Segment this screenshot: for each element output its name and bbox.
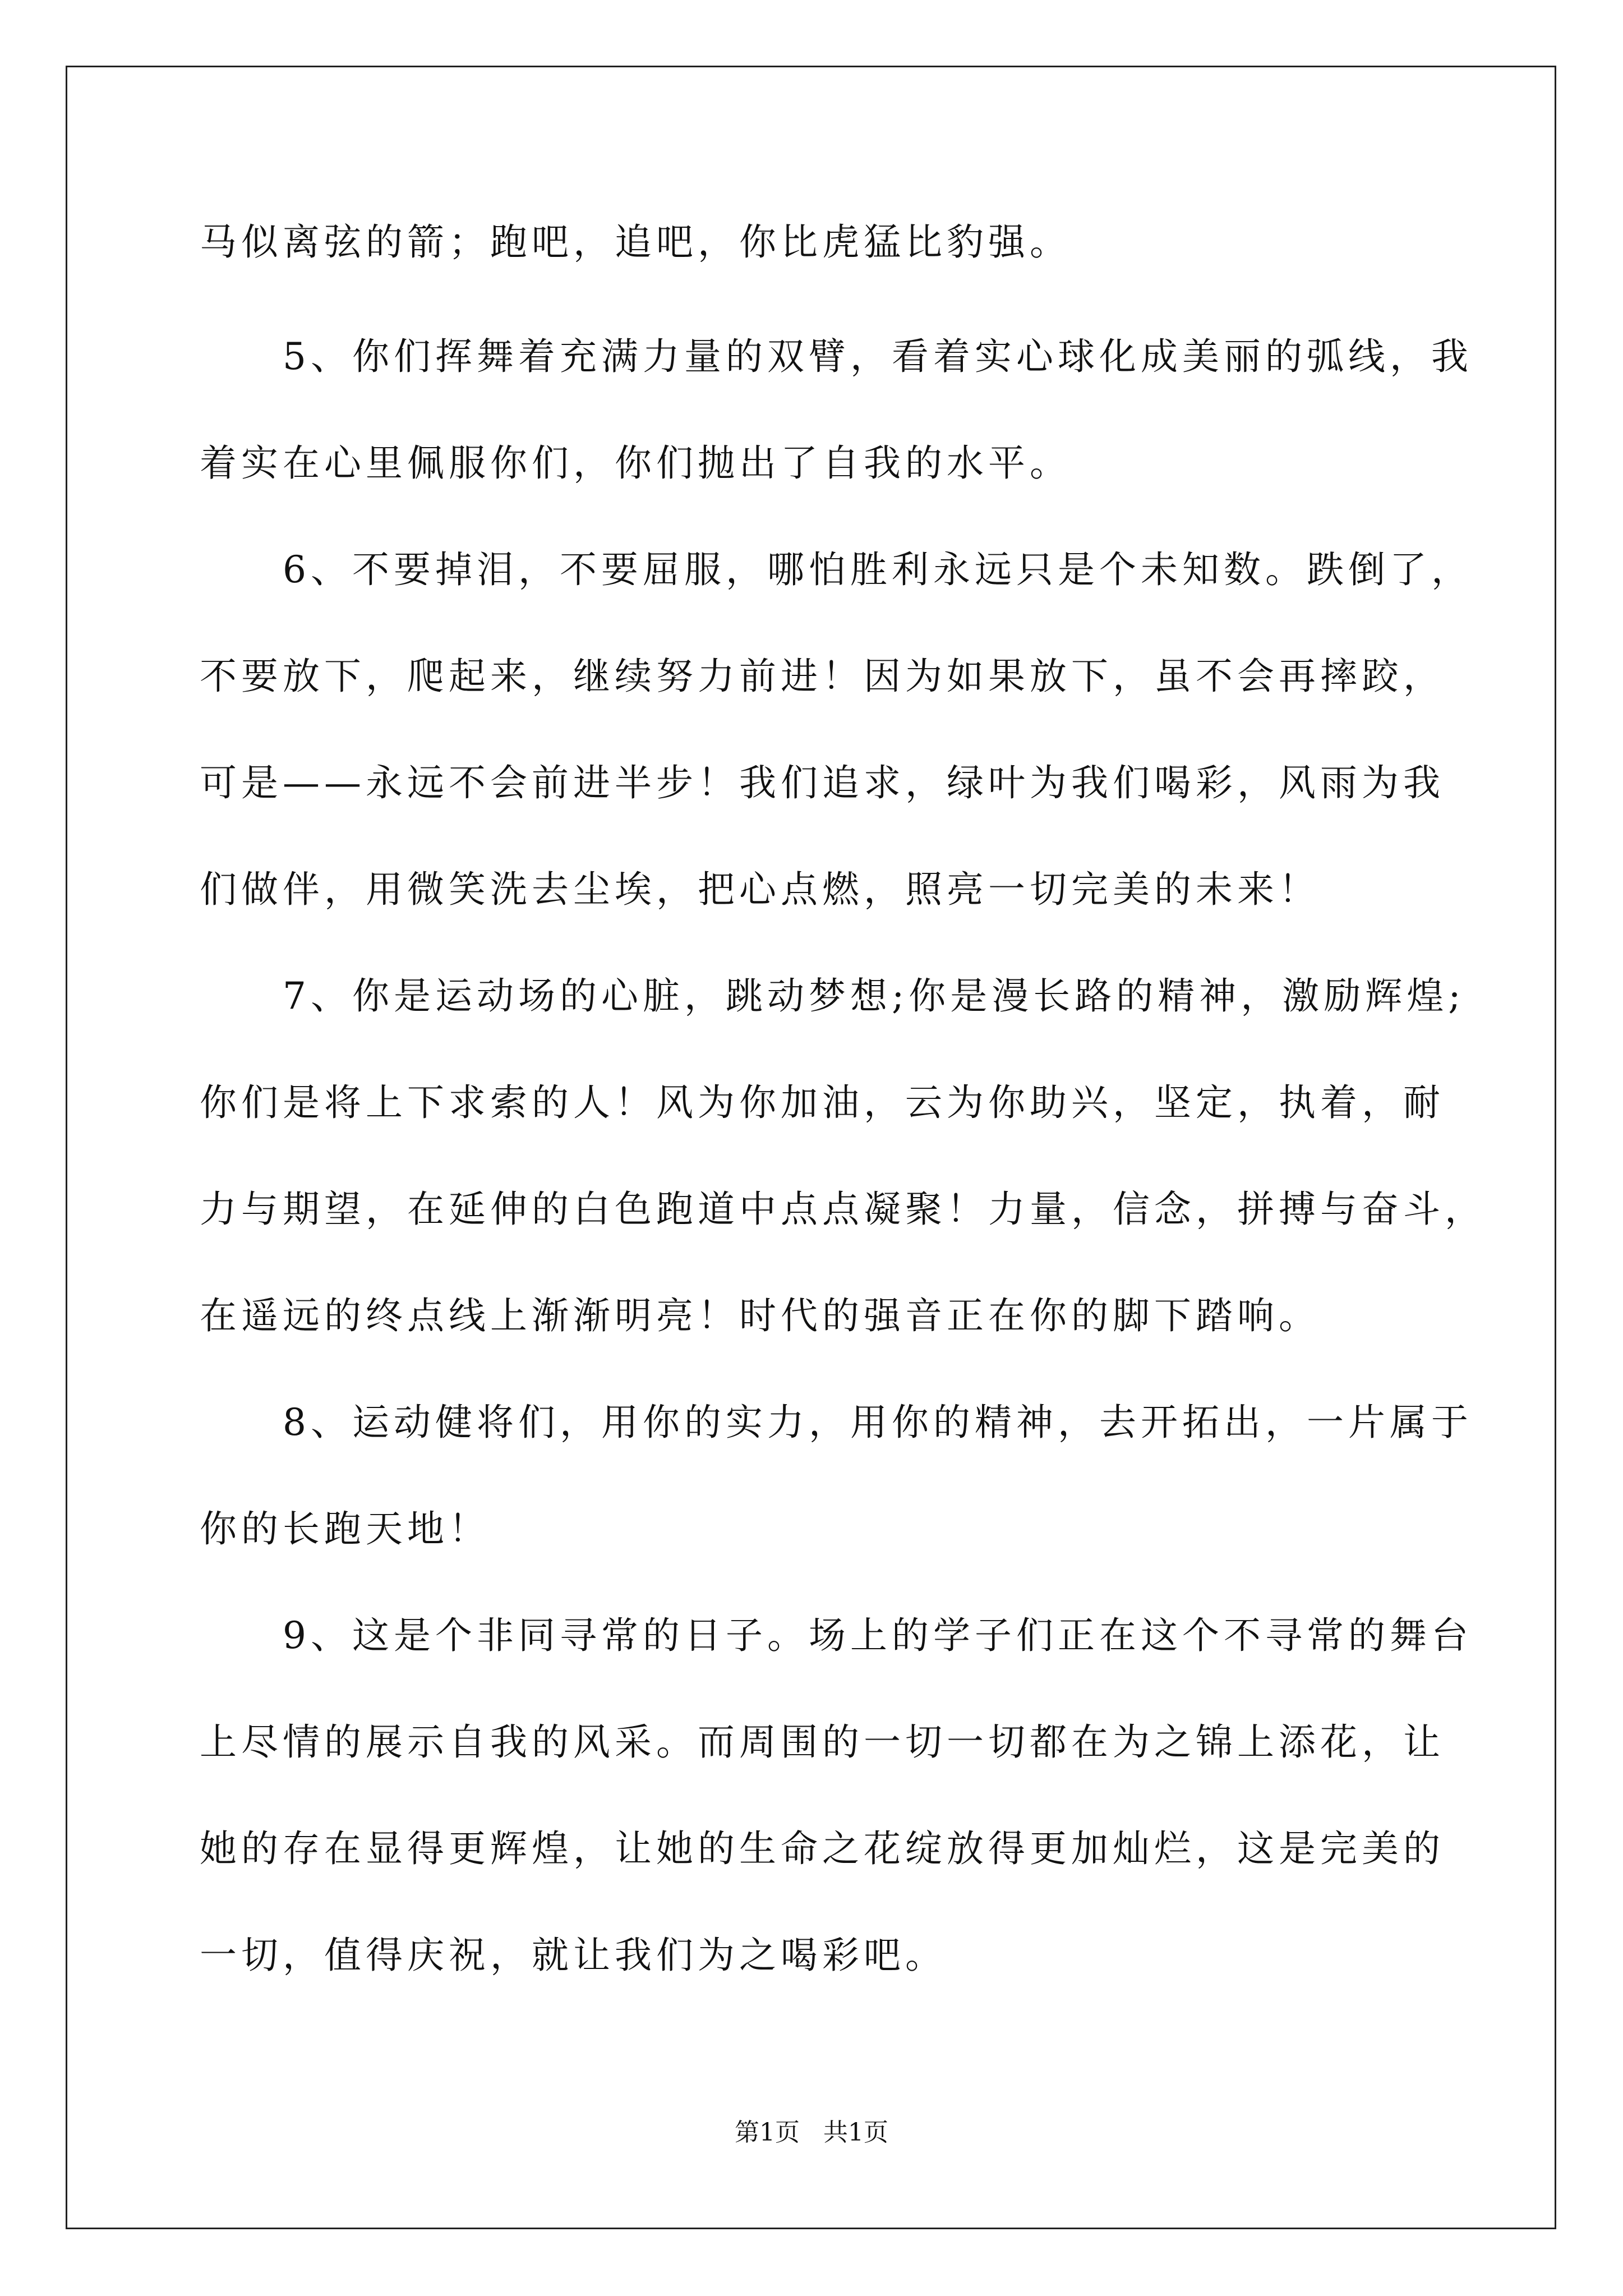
text-line: 8、运动健将们，用你的实力，用你的精神，去开拓出，一片属于	[200, 1401, 1473, 1444]
text-line: 可是——永远不会前进半步！我们追求，绿叶为我们喝彩，风雨为我	[200, 761, 1445, 804]
text-line: 7、你是运动场的心脏，跳动梦想;你是漫长路的精神，激励辉煌;	[200, 974, 1465, 1018]
text-line: 力与期望，在延伸的白色跑道中点点凝聚！力量，信念，拼搏与奋斗，	[200, 1188, 1486, 1231]
page-number-footer: 第1页 共1页	[735, 2118, 888, 2147]
text-line: 们做伴，用微笑洗去尘埃，把心点燃，照亮一切完美的未来！	[200, 868, 1320, 911]
text-line: 一切，值得庆祝，就让我们为之喝彩吧。	[200, 1934, 947, 1977]
text-line: 你的长跑天地！	[200, 1507, 490, 1550]
text-line: 不要放下，爬起来，继续努力前进！因为如果放下，虽不会再摔跤，	[200, 655, 1445, 698]
text-line: 你们是将上下求索的人！风为你加油，云为你助兴，坚定，执着，耐	[200, 1081, 1445, 1124]
text-line: 6、不要掉泪，不要屈服，哪怕胜利永远只是个未知数。跌倒了，	[200, 548, 1473, 591]
text-line: 马似离弦的箭；跑吧，追吧，你比虎猛比豹强。	[200, 220, 1071, 264]
text-line: 上尽情的展示自我的风采。而周围的一切一切都在为之锦上添花，让	[200, 1720, 1445, 1764]
text-line: 在遥远的终点线上渐渐明亮！时代的强音正在你的脚下踏响。	[200, 1294, 1320, 1337]
text-line: 她的存在显得更辉煌，让她的生命之花绽放得更加灿烂，这是完美的	[200, 1827, 1445, 1870]
page-border	[66, 66, 1556, 2229]
text-line: 9、这是个非同寻常的日子。场上的学子们正在这个不寻常的舞台	[200, 1614, 1473, 1657]
text-line: 着实在心里佩服你们，你们抛出了自我的水平。	[200, 441, 1071, 485]
text-line: 5、你们挥舞着充满力量的双臂，看着实心球化成美丽的弧线，我	[200, 335, 1473, 378]
